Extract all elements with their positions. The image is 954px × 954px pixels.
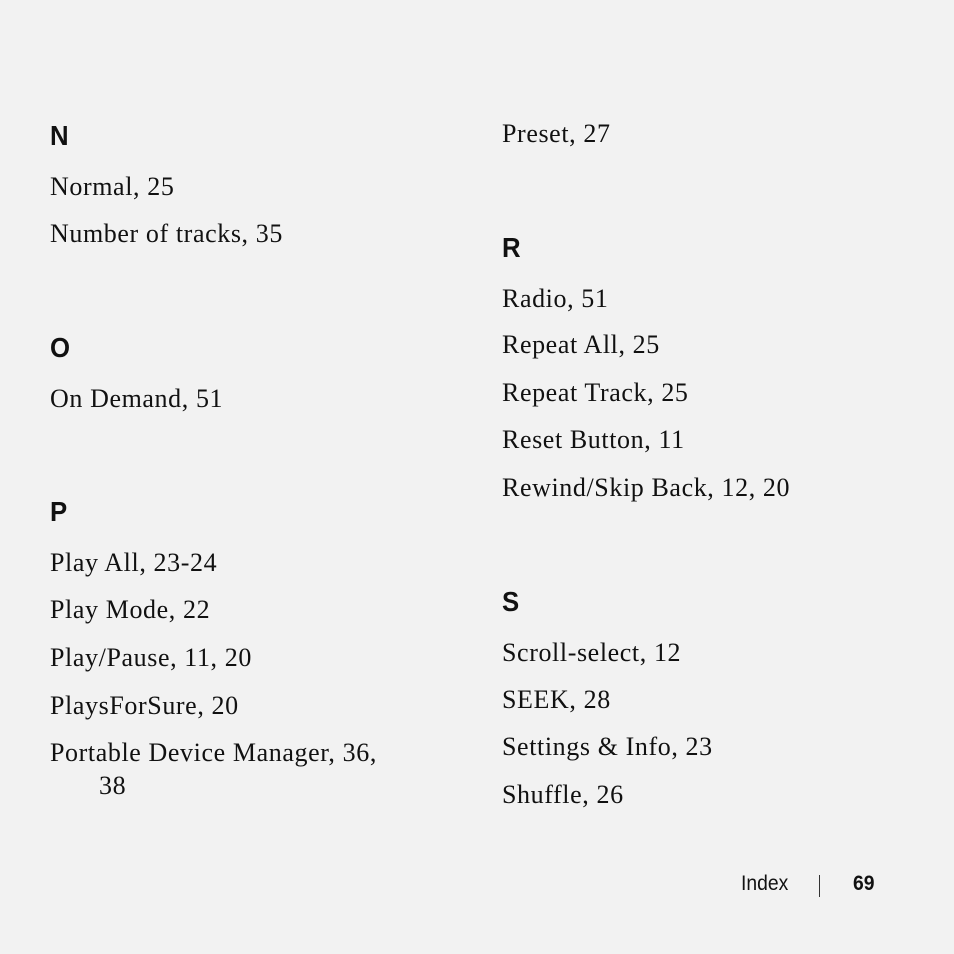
index-entry: Portable Device Manager, 36, (50, 738, 377, 767)
page-number: 69 (853, 872, 875, 895)
index-entry: Normal, 25 (50, 172, 175, 201)
index-entry: Radio, 51 (502, 284, 609, 313)
index-entry: Play All, 23-24 (50, 548, 218, 577)
section-letter-r: R (502, 232, 521, 263)
index-entry: Scroll-select, 12 (502, 638, 682, 667)
index-entry: Repeat Track, 25 (502, 378, 689, 407)
page-footer (0, 873, 954, 899)
index-entry: Play/Pause, 11, 20 (50, 643, 252, 672)
index-entry-continuation: 38 (99, 771, 127, 800)
index-entry: Number of tracks, 35 (50, 219, 283, 248)
index-entry: Rewind/Skip Back, 12, 20 (502, 473, 791, 502)
index-entry: Reset Button, 11 (502, 425, 685, 454)
index-entry: Shuffle, 26 (502, 780, 624, 809)
index-entry: SEEK, 28 (502, 685, 611, 714)
index-entry: Settings & Info, 23 (502, 732, 713, 761)
section-letter-o: O (50, 332, 71, 363)
index-entry: On Demand, 51 (50, 384, 224, 413)
section-letter-s: S (502, 586, 520, 617)
footer-section-label: Index (741, 872, 789, 895)
index-entry: Repeat All, 25 (502, 330, 660, 359)
section-letter-p: P (50, 496, 68, 527)
index-entry: PlaysForSure, 20 (50, 691, 239, 720)
index-entry: Play Mode, 22 (50, 595, 211, 624)
section-letter-n: N (50, 120, 69, 151)
footer-divider (819, 875, 820, 897)
index-entry: Preset, 27 (502, 119, 611, 148)
